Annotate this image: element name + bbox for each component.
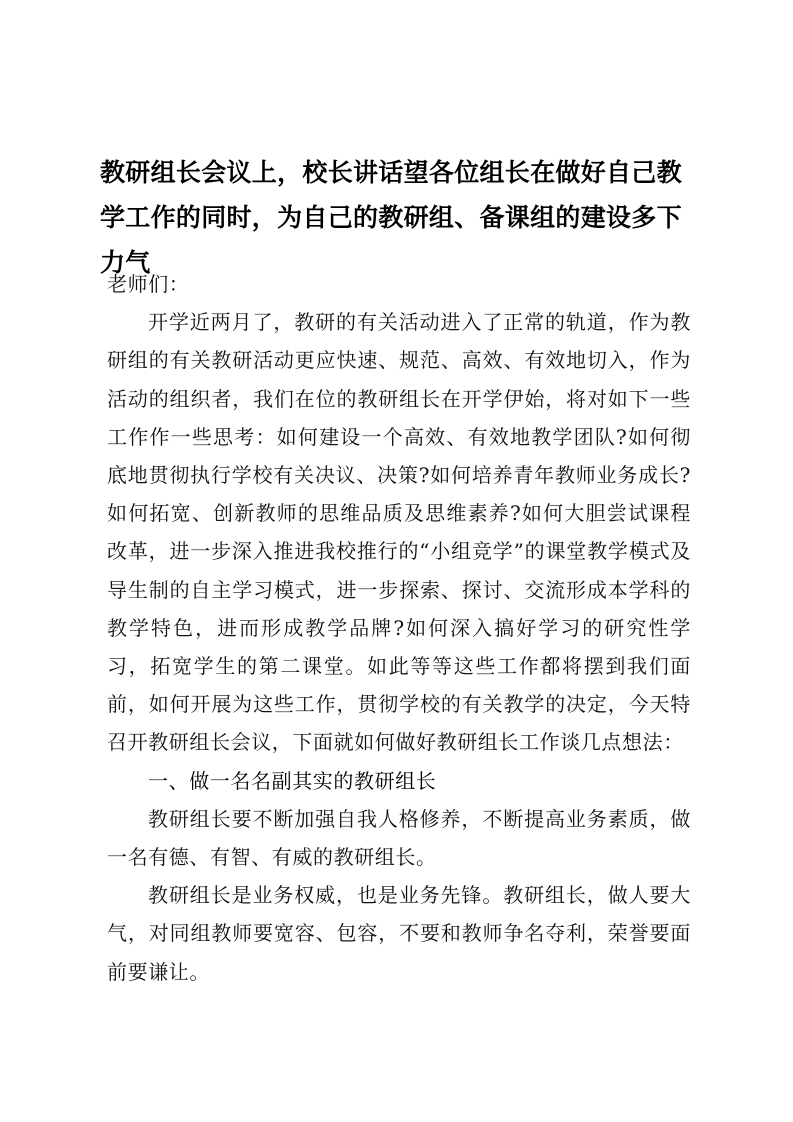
salutation: 老师们： <box>107 272 190 296</box>
paragraph-section-2: 教研组长是业务权威，也是业务先锋。教研组长，做人要大气，对同组教师要宽容、包容，不要和教师争名夺利，荣誉要面前要谦让。 <box>107 883 691 984</box>
document-body <box>107 265 691 991</box>
document-title: 教研组长会议上，校长讲话望各位组长在做好自己教学工作的同时，为自己的教研组、备课组的建设多下力气 <box>100 158 682 277</box>
section-heading: 一、做一名名副其实的教研组长 <box>148 768 437 793</box>
paragraph-section-1: 教研组长要不断加强自我人格修养，不断提高业务素质，做一名有德、有智、有威的教研组长。 <box>107 806 691 870</box>
paragraph-intro: 开学近两月了，教研的有关活动进入了正常的轨道，作为教研组的有关教研活动更应快速、规范、高效、有效地切入，作为活动的组织者，我们在位的教研组长在开学伊始，将对如下一些工作作一些思考：如何建设一个高效、有效地教学团队?如何彻底地贯彻执行学校有关决议、决策?如何培养青年教师业务成长?如何拓宽、创新教师的思维品质及思维素养?如何大胆尝试课程改革，进一步深入推进我校推行的“小组竞学”的课堂教学模式及导生制的自主学习模式，进一步探索、探讨、交流形成本学科的教学特色，进而形成教学品牌?如何深入搞好学习的研究性学习，拓宽学生的第二课堂。如此等等这些工作都将摆到我们面前，如何开展为这些工作，贯彻学校的有关教学的决定，今天特召开教研组长会议，下面就如何做好教研组长工作谈几点想法： <box>107 310 691 755</box>
